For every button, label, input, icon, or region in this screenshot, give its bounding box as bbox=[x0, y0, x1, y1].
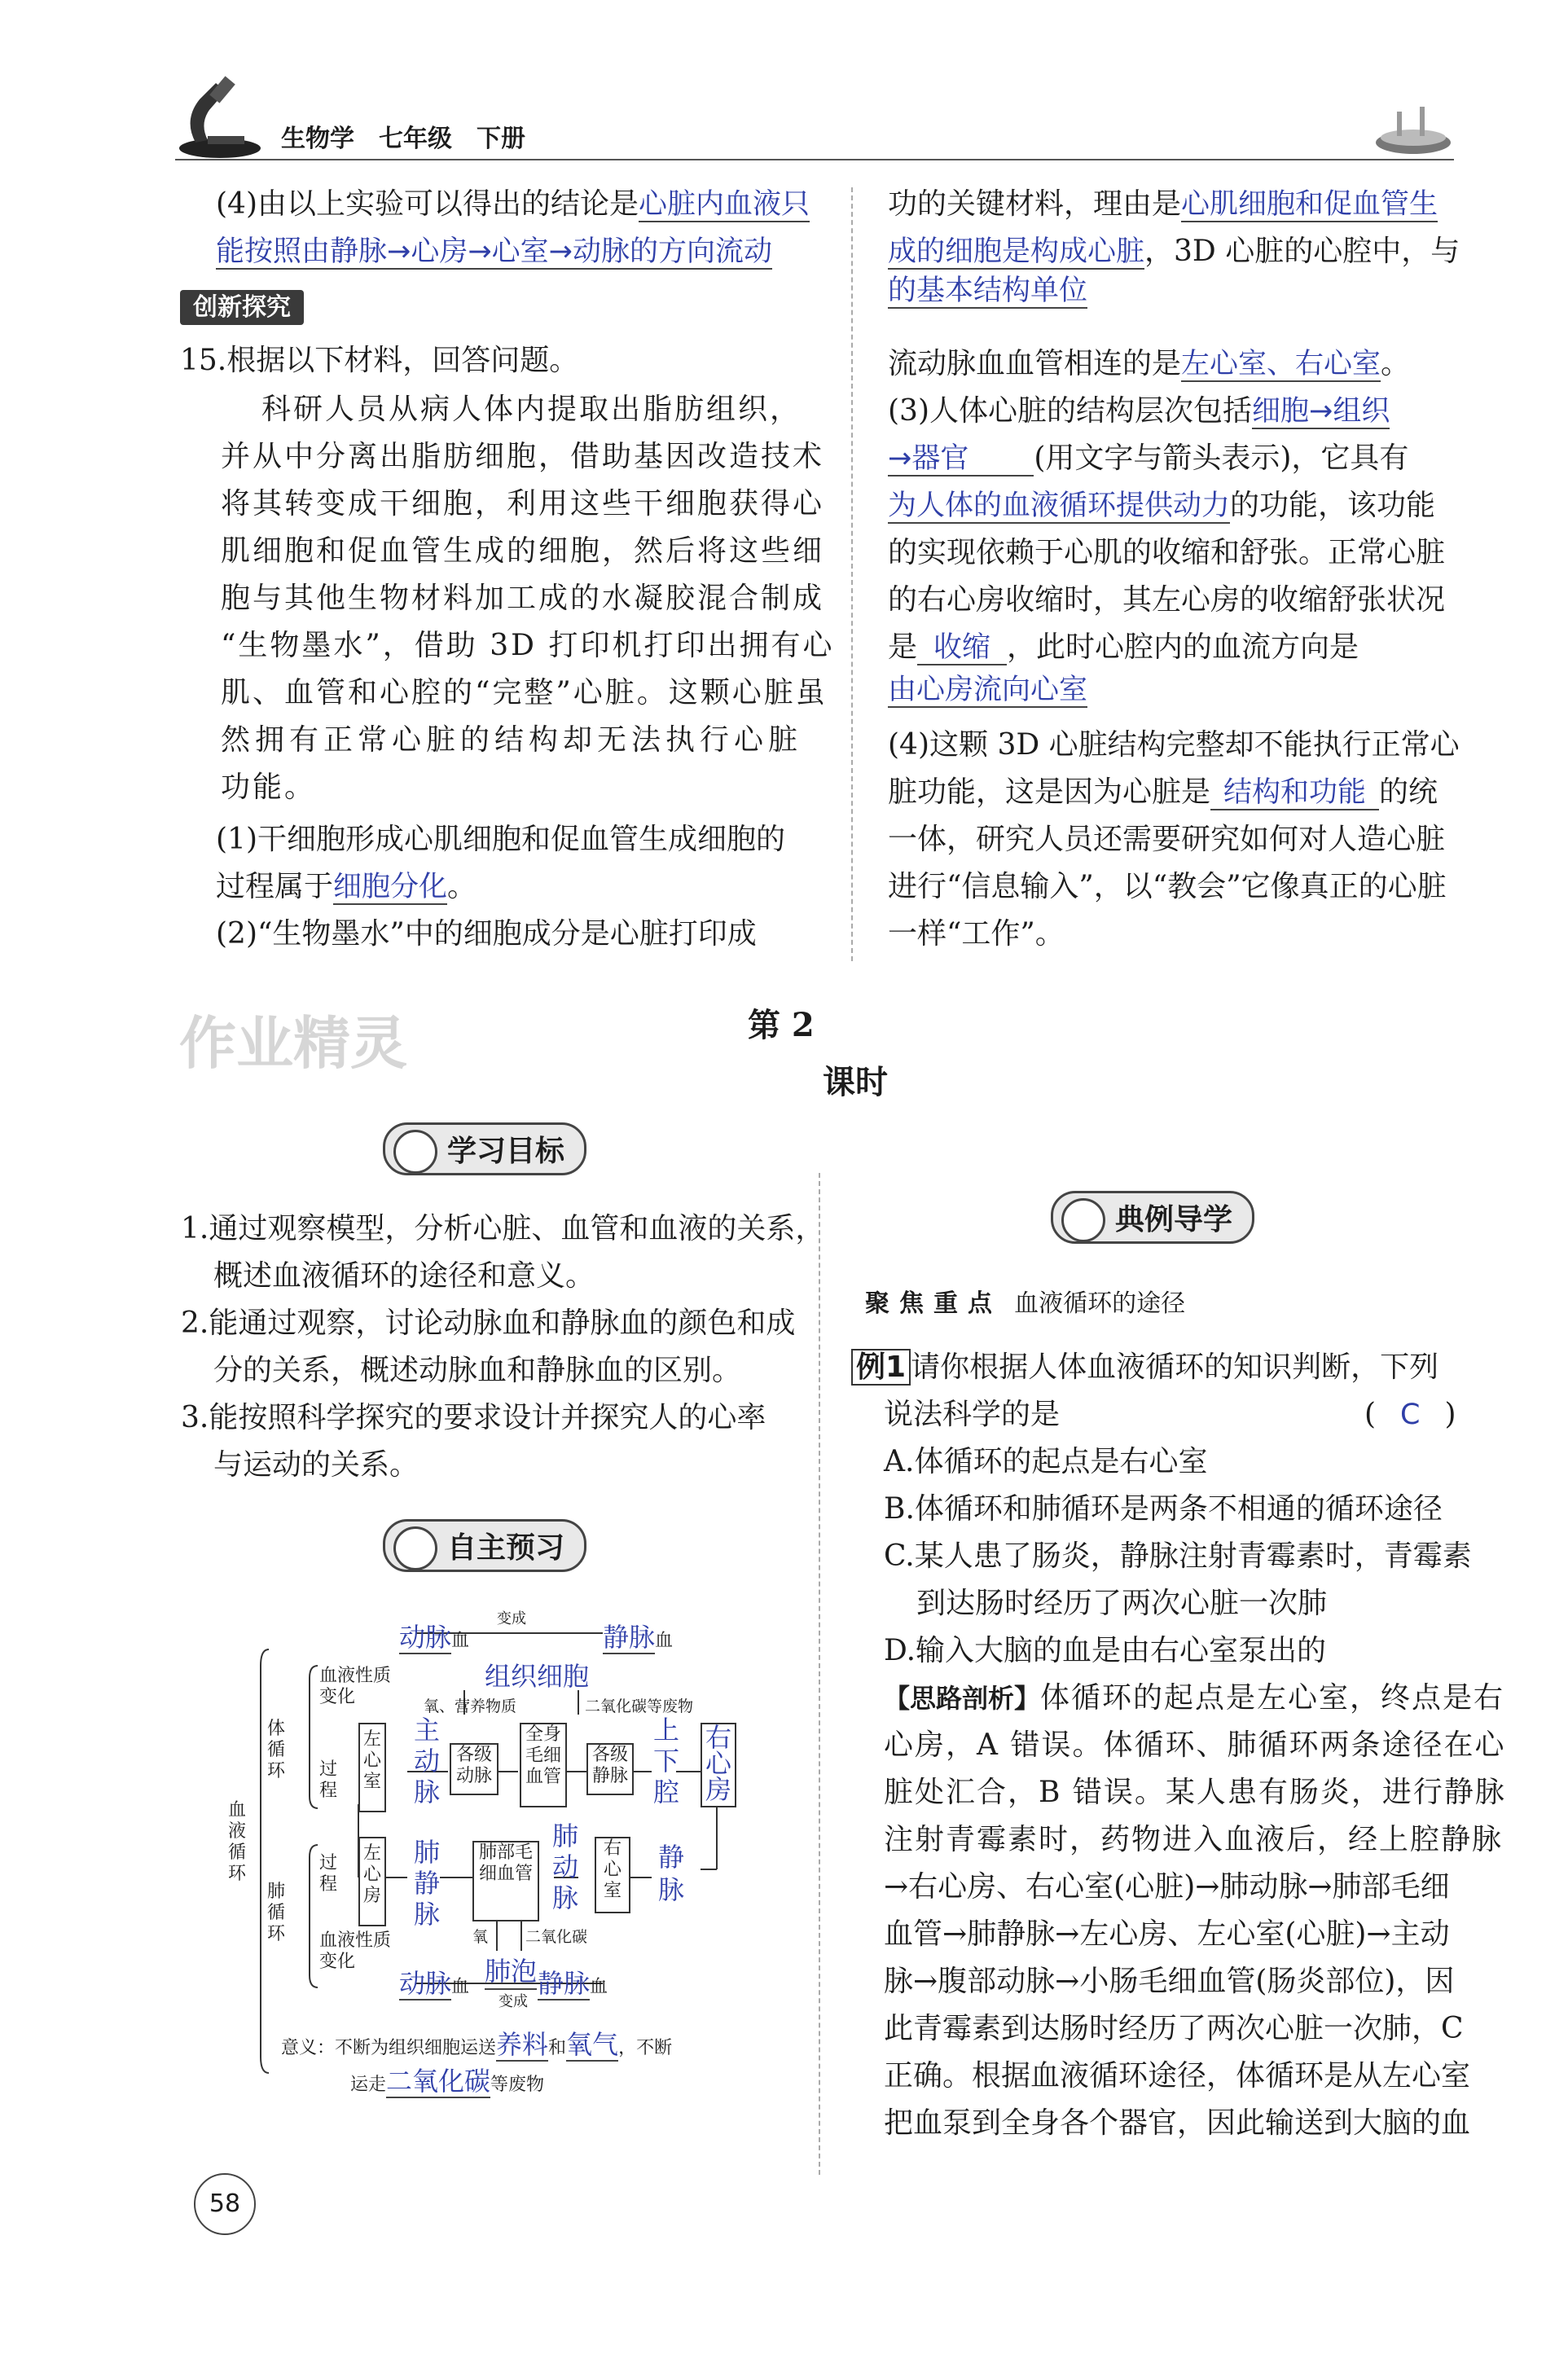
analysis-line: 此青霉素到达肠时经历了两次心脏一次肺，C bbox=[884, 2012, 1464, 2045]
meaning-line-2: 运走二氧化碳等废物 bbox=[350, 2066, 545, 2097]
process-2: 过程 bbox=[319, 1853, 338, 1895]
passage-line: 科研人员从病人体内提取出脂肪组织， bbox=[261, 393, 802, 426]
analysis-line: 脉→腹部动脉→小肠毛细血管(肠炎部位)，因 bbox=[884, 1965, 1455, 1998]
r-answer-5: 细胞→组织 bbox=[1252, 395, 1390, 428]
r-line-5: (3)人体心脏的结构层次包括细胞→组织 bbox=[888, 394, 1390, 428]
option-d: D.输入大脑的血是由右心室泵出的 bbox=[884, 1634, 1327, 1667]
blood-nature-2: 血液性质变化 bbox=[319, 1930, 392, 1972]
focus-topic: 血液循环的途径 bbox=[1014, 1289, 1186, 1318]
objectives-heading: 学习目标 bbox=[383, 1122, 586, 1175]
r-answer-4: 左心室、右心室 bbox=[1181, 348, 1381, 380]
column-divider-top bbox=[851, 187, 853, 961]
analysis-line: 血管→肺静脉→左心房、左心室(心脏)→主动 bbox=[884, 1917, 1450, 1951]
passage-line: 并从中分离出脂肪细胞，借助基因改造技术 bbox=[221, 440, 825, 473]
box-body-capillaries: 全身毛细血管 bbox=[520, 1723, 567, 1807]
grade-label: 七年级 bbox=[379, 125, 452, 153]
r-line-11 bbox=[888, 666, 1087, 714]
volume-label: 下册 bbox=[477, 125, 525, 153]
q1-answer: 细胞分化 bbox=[333, 871, 448, 903]
r-line-9: 的右心房收缩时，其左心房的收缩舒张状况 bbox=[888, 583, 1446, 617]
ans-vena-cava-2: 静脉 bbox=[658, 1842, 685, 1905]
watermark: 作业精灵 bbox=[179, 1010, 407, 1077]
meaning-line-1: 意义：不断为组织细胞运送养料和氧气，不断 bbox=[281, 2029, 673, 2060]
r-line-10: 是 收缩 ，此时心腔内的血流方向是 bbox=[888, 630, 1359, 664]
box-right-atrium: 右心房 bbox=[701, 1723, 736, 1807]
q4-prefix: (4)由以上实验可以得出的结论是 bbox=[216, 187, 639, 221]
pulmonary-circulation-label: 肺循环 bbox=[267, 1882, 286, 1944]
r-line-3 bbox=[888, 267, 1087, 314]
analysis-line: 脏处汇合，B 错误。某人患有肠炎，进行静脉 bbox=[884, 1776, 1506, 1809]
option-c: C.某人患了肠炎，静脉注射青霉素时，青霉素 bbox=[884, 1539, 1472, 1573]
passage-line: 然拥有正常心脏的结构却无法执行心脏 bbox=[221, 723, 803, 757]
passage-line: 将其转变成干细胞，利用这些干细胞获得心 bbox=[221, 487, 825, 520]
open-book-icon bbox=[393, 1526, 437, 1570]
header-rule bbox=[175, 159, 1454, 160]
process-1: 过程 bbox=[319, 1759, 338, 1801]
option-b: B.体循环和肺循环是两条不相通的循环途径 bbox=[884, 1492, 1443, 1526]
analysis-line: →右心房、右心室(心脏)→肺动脉→肺部毛细 bbox=[884, 1870, 1450, 1904]
section-badge-label: 创新探究 bbox=[180, 290, 304, 325]
top-left-blood: 动脉血 bbox=[399, 1622, 470, 1653]
r-line-15: 进行“信息输入”，以“教会”它像真正的心脏 bbox=[888, 870, 1447, 903]
box-arteries: 各级动脉 bbox=[450, 1743, 499, 1795]
co2-label: 二氧化碳 bbox=[525, 1928, 588, 1946]
book-title: 生物学 bbox=[281, 125, 354, 153]
oxygen-label: 氧 bbox=[472, 1928, 489, 1946]
r-line-4: 流动脉血血管相连的是左心室、右心室。 bbox=[888, 347, 1411, 380]
q15-passage bbox=[180, 386, 835, 811]
lab-dish-icon bbox=[1373, 102, 1454, 159]
lightbulb-icon bbox=[1061, 1198, 1105, 1242]
box-lung-capillaries: 肺部毛细血管 bbox=[472, 1841, 539, 1921]
page-header bbox=[175, 110, 1454, 159]
ans-vena-cava: 上下腔 bbox=[653, 1715, 680, 1807]
ans-aorta: 主动脉 bbox=[414, 1715, 441, 1807]
r-answer-10: 收缩 bbox=[917, 631, 1007, 665]
circulation-diagram bbox=[212, 1601, 766, 2106]
passage-line: 肌、血管和心腔的“完整”心脏。这颗心脏虽 bbox=[221, 676, 828, 709]
bottom-left-blood: 动脉血 bbox=[399, 1968, 470, 1999]
lesson-title-2: 课时 bbox=[823, 1063, 888, 1101]
analysis-line: 把血泵到全身各个器官，因此输送到大脑的血 bbox=[884, 2106, 1471, 2140]
objective-item: 与运动的关系。 bbox=[213, 1448, 419, 1482]
microscope-icon bbox=[175, 71, 265, 160]
section-badge bbox=[180, 287, 304, 323]
q2-line: (2)“生物墨水”中的细胞成分是心脏打印成 bbox=[216, 917, 757, 951]
q4-answer-2: 能按照由静脉→心房→心室→动脉的方向流动 bbox=[216, 235, 772, 268]
bottom-change-label: 变成 bbox=[499, 1993, 528, 2010]
r-answer-1: 心肌细胞和促血管生 bbox=[1181, 188, 1438, 221]
r-answer-11: 由心房流向心室 bbox=[888, 674, 1088, 706]
page-number: 58 bbox=[209, 2189, 241, 2218]
column-divider-bottom bbox=[819, 1173, 820, 2175]
analysis-line: 心房，A 错误。体循环、肺循环两条途径在心 bbox=[884, 1728, 1506, 1762]
example-stem-1: 例1 请你根据人体血液循环的知识判断，下列 bbox=[851, 1344, 1438, 1391]
analysis-line: 注射青霉素时，药物进入血液后，经上腔静脉 bbox=[884, 1823, 1504, 1856]
r-answer-7: 为人体的血液循环提供动力 bbox=[888, 490, 1231, 522]
passage-line: “生物墨水”，借助 3D 打印机打印出拥有心 bbox=[221, 629, 835, 662]
r-line-7: 为人体的血液循环提供动力的功能，该功能 bbox=[888, 489, 1436, 522]
r-line-6: →器官 (用文字与箭头表示)，它具有 bbox=[888, 441, 1409, 475]
q1-line-1: (1)干细胞形成心肌细胞和促血管生成细胞的 bbox=[216, 823, 785, 856]
objective-item: 1.通过观察模型，分析心脏、血管和血液的关系， bbox=[181, 1212, 825, 1245]
ans-pulmonary-vein: 肺静脉 bbox=[414, 1837, 441, 1930]
tissue-cells-answer: 组织细胞 bbox=[485, 1661, 590, 1692]
passage-line: 胞与其他生物材料加工成的水凝胶混合制成 bbox=[221, 582, 825, 615]
box-left-atrium: 左心房 bbox=[358, 1837, 386, 1926]
example-stem-2: 说法科学的是 bbox=[884, 1398, 1061, 1431]
r-answer-2: 成的细胞是构成心脏 bbox=[888, 235, 1145, 268]
analysis-block bbox=[884, 1675, 1506, 2147]
focus-label: 聚焦重点 bbox=[865, 1289, 1002, 1318]
r-line-13: 脏功能，这是因为心脏是 结构和功能 的统 bbox=[888, 775, 1438, 809]
analysis-label: 【思路剖析】 bbox=[884, 1683, 1041, 1714]
objective-item: 3.能按照科学探究的要求设计并探究人的心率 bbox=[181, 1401, 766, 1434]
nutrient-label: 氧、营养物质 bbox=[424, 1697, 517, 1715]
alveoli-answer: 肺泡 bbox=[485, 1951, 537, 1990]
r-line-1: 功的关键材料，理由是心肌细胞和促血管生 bbox=[888, 187, 1438, 221]
q4-line-2 bbox=[216, 228, 772, 275]
q4-line-1 bbox=[216, 181, 810, 228]
r-answer-3: 的基本结构单位 bbox=[888, 274, 1088, 307]
analysis-line: 正确。根据血液循环途径，体循环是从左心室 bbox=[884, 2059, 1471, 2093]
systemic-circulation-label: 体循环 bbox=[267, 1719, 286, 1781]
r-line-14: 一体，研究人员还需要研究如何对人造心脏 bbox=[888, 823, 1446, 856]
q15-title: 15.根据以下材料，回答问题。 bbox=[180, 344, 579, 377]
objective-item: 概述血液循环的途径和意义。 bbox=[213, 1259, 595, 1293]
example-answer: C bbox=[1400, 1399, 1421, 1431]
notebook-icon bbox=[393, 1130, 437, 1174]
example-tag: 例1 bbox=[851, 1349, 911, 1386]
q1-line-2: 过程属于细胞分化。 bbox=[216, 870, 477, 903]
passage-line: 肌细胞和促血管生成的细胞，然后将这些细 bbox=[221, 534, 825, 568]
r-line-8: 的实现依赖于心肌的收缩和舒张。正常心脏 bbox=[888, 536, 1446, 569]
box-veins: 各级静脉 bbox=[586, 1743, 634, 1795]
blood-circulation-label: 血液循环 bbox=[228, 1800, 247, 1884]
page-number-badge bbox=[194, 2173, 256, 2235]
r-answer-6: →器官 bbox=[888, 442, 1034, 477]
box-left-ventricle: 左心室 bbox=[358, 1723, 386, 1812]
focus-row bbox=[865, 1283, 1185, 1319]
option-c-cont: 到达肠时经历了两次心脏一次肺 bbox=[916, 1587, 1328, 1620]
objective-item: 2.能通过观察，讨论动脉血和静脉血的颜色和成 bbox=[181, 1307, 796, 1340]
ans-pulmonary-artery: 肺动脉 bbox=[552, 1820, 579, 1913]
q4-answer-1: 心脏内血液只 bbox=[639, 188, 810, 221]
examples-heading: 典例导学 bbox=[1051, 1191, 1254, 1244]
objectives-list bbox=[181, 1206, 824, 1489]
r-line-2: 成的细胞是构成心脏，3D 心脏的心腔中，与 bbox=[888, 235, 1460, 268]
objective-item: 分的关系，概述动脉血和静脉血的区别。 bbox=[213, 1354, 742, 1387]
analysis-line-1: 【思路剖析】体循环的起点是左心室，终点是右 bbox=[884, 1681, 1505, 1715]
top-right-blood: 静脉血 bbox=[603, 1622, 674, 1653]
top-change-label: 变成 bbox=[497, 1610, 526, 1627]
waste-label: 二氧化碳等废物 bbox=[585, 1697, 694, 1715]
r-line-12: (4)这颗 3D 心脏结构完整却不能执行正常心 bbox=[888, 728, 1460, 762]
option-a: A.体循环的起点是右心室 bbox=[884, 1445, 1208, 1478]
blood-nature-1: 血液性质变化 bbox=[319, 1666, 392, 1707]
lesson-title-1: 第 2 bbox=[748, 1006, 815, 1044]
box-right-ventricle: 右心室 bbox=[595, 1837, 630, 1913]
passage-line: 功能。 bbox=[221, 771, 317, 804]
example-answer-slot: ( C ) bbox=[1364, 1398, 1456, 1431]
r-answer-13: 结构和功能 bbox=[1210, 776, 1379, 810]
preview-heading: 自主预习 bbox=[383, 1519, 586, 1572]
r-line-16: 一样“工作”。 bbox=[888, 917, 1065, 951]
bottom-right-blood: 静脉血 bbox=[538, 1968, 608, 1999]
